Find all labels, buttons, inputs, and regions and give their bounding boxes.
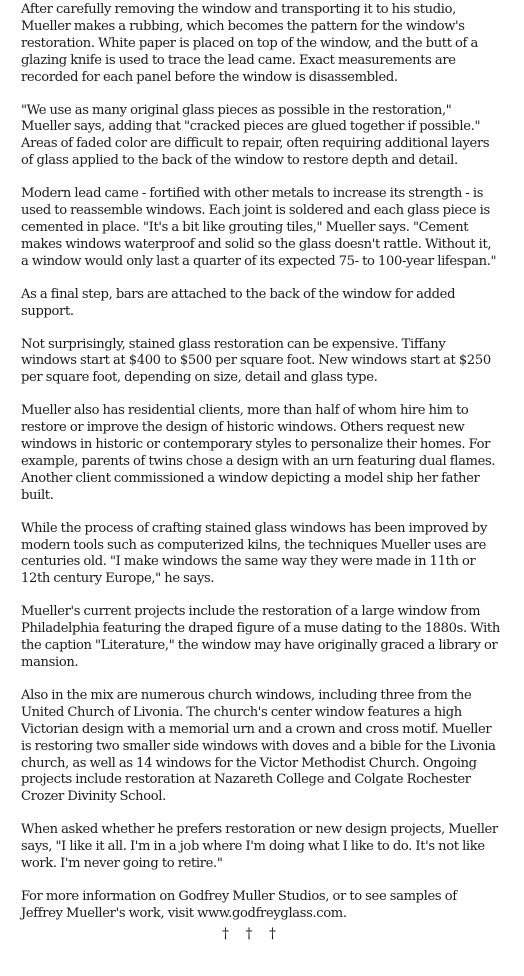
paragraph-church-windows: Also in the mix are numerous church windows, including three from the United Church of Livonia. The church's center window features a high Victorian design with a memorial urn and a crown and cross motif. Mueller is restoring two smaller side windows with doves and a bible for the Livonia church, as well as 14 windows for the Victor Methodist Church. Ongoing projects include restoration at Nazareth College and Colgate Rochester Crozer Divinity School. xyxy=(21,687,496,805)
paragraph-retirement-quote: When asked whether he prefers restoration or new design projects, Mueller says, "I like it all. I'm in a job where I'm doing what I like to do. It's not like work. I'm never going to retire." xyxy=(21,822,498,872)
paragraph-more-information: For more information on Godfrey Muller Studios, or to see samples of Jeffrey Mueller's work, visit www.godfreyglass.com. xyxy=(21,888,457,921)
article-body xyxy=(21,2,501,939)
paragraph-lead-came: Modern lead came - fortified with other metals to increase its strength - is used to reassemble windows. Each joint is soldered and each glass piece is cemented in place. "It's a bit like grouting tiles," Mueller says. "Cement makes windows waterproof and solid so the glass doesn't rattle. Without it, a window would only last a quarter of its expected 75- to 100-year lifespan." xyxy=(21,186,497,269)
paragraph-current-projects: Mueller's current projects include the restoration of a large window from Philadelphia featuring the draped figure of a muse dating to the 1880s. With the caption "Literature," the window may have originally graced a library or mansion. xyxy=(21,604,500,670)
paragraph-original-glass: "We use as many original glass pieces as possible in the restoration," Mueller says, adding that "cracked pieces are glued together if possible." Areas of faded color are difficult to repair, often requiring additional layers of glass applied to the back of the window to restore depth and detail. xyxy=(21,102,490,169)
end-of-article-mark: † † † xyxy=(222,926,278,942)
paragraph-rubbing-process: After carefully removing the window and transporting it to his studio, Mueller makes a rubbing, which becomes the pattern for the window's restoration. White paper is placed on top of the window, and the butt of a glazing knife is used to trace the lead came. Exact measurements are recorded for each panel before the window is disassembled. xyxy=(21,2,478,85)
paragraph-residential-clients: Mueller also has residential clients, more than half of whom hire him to restore or improve the design of historic windows. Others request new windows in historic or contemporary styles to personalize their homes. For example, parents of twins chose a design with an urn featuring dual flames. Another client commissioned a window depicting a model ship her father built. xyxy=(21,403,496,503)
paragraph-final-step: As a final step, bars are attached to the back of the window for added support. xyxy=(21,286,456,319)
paragraph-techniques: While the process of crafting stained glass windows has been improved by modern tools such as computerized kilns, the techniques Mueller uses are centuries old. "I make windows the same way they were made in 11th or 12th century Europe," he says. xyxy=(21,520,488,587)
paragraph-cost: Not surprisingly, stained glass restoration can be expensive. Tiffany windows start at $400 to $500 per square foot. New windows start at $250 per square foot, depending on size, detail and glass type. xyxy=(21,336,491,386)
